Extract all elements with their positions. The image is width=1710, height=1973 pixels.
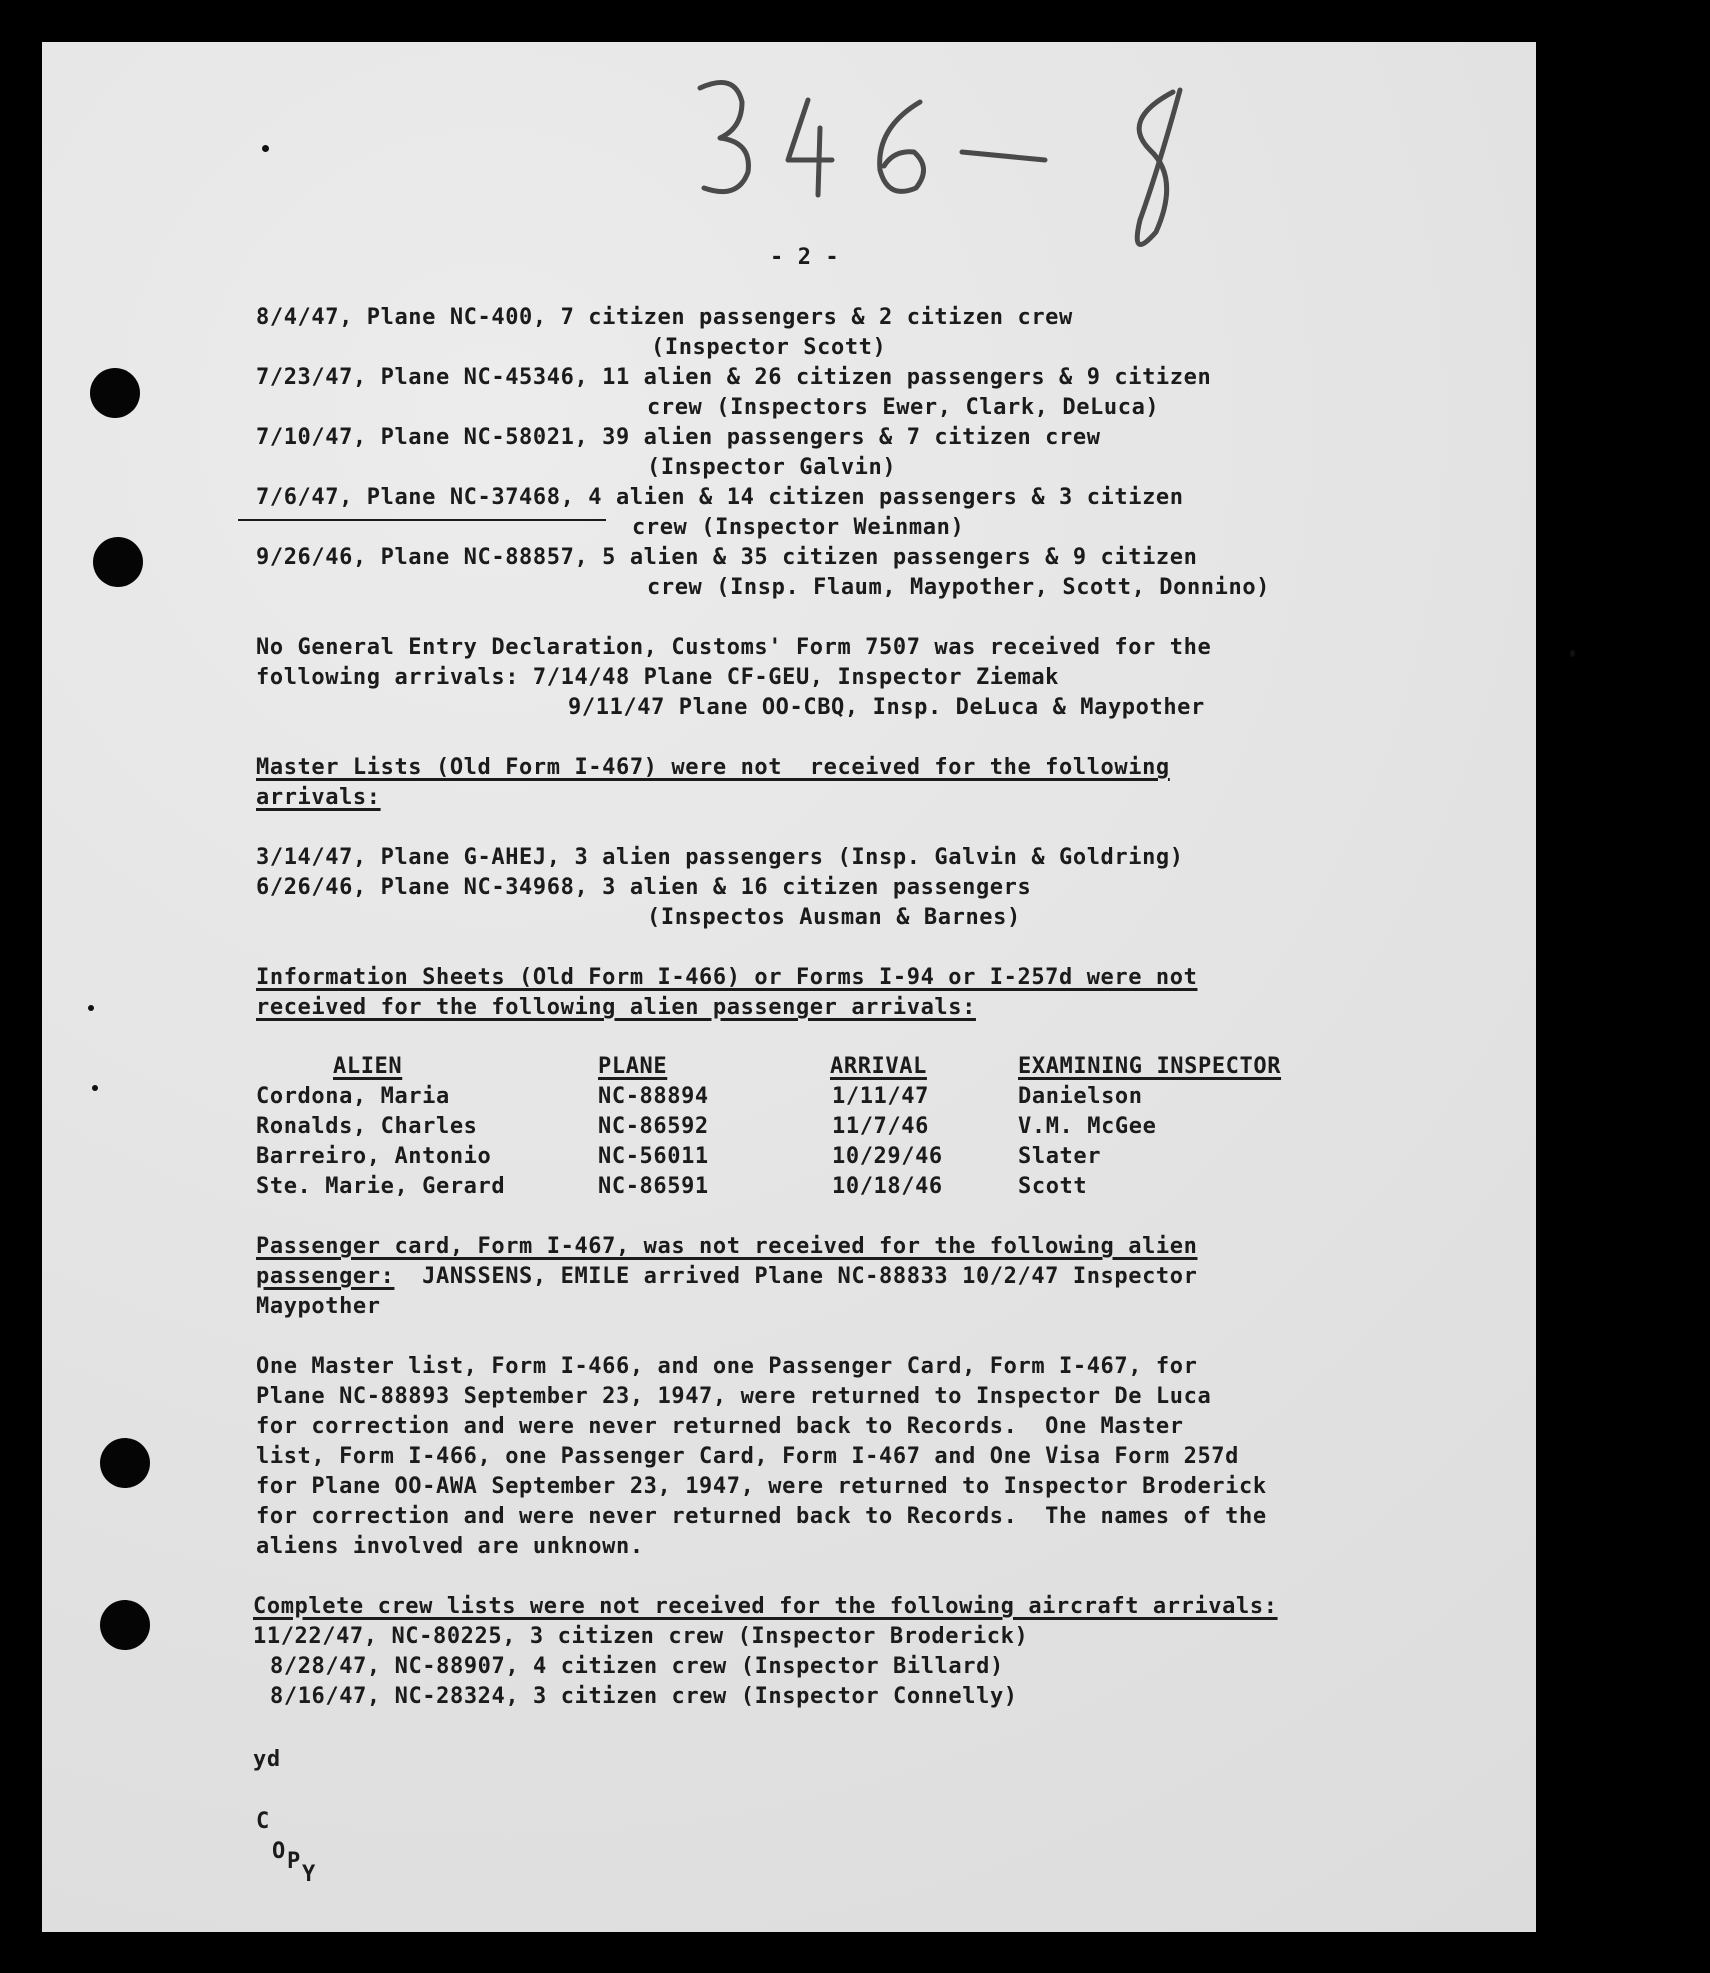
table-cell-plane: NC-86592 [598, 1114, 709, 1139]
table-cell-plane: NC-86591 [598, 1174, 709, 1199]
master-lists-line: 3/14/47, Plane G-AHEJ, 3 alien passengers (Insp. Galvin & Goldring) [256, 845, 1184, 870]
table-cell-arrival: 1/11/47 [832, 1084, 929, 1109]
table-cell-alien: Ronalds, Charles [256, 1114, 478, 1139]
master-lists-line: 6/26/46, Plane NC-34968, 3 alien & 16 citizen passengers [256, 875, 1032, 900]
table-cell-inspector: Slater [1018, 1144, 1102, 1169]
returned-paragraph-line: aliens involved are unknown. [256, 1534, 644, 1559]
table-cell-arrival: 10/18/46 [832, 1174, 943, 1199]
table-cell-alien: Barreiro, Antonio [256, 1144, 492, 1169]
arrival-line: crew (Inspectors Ewer, Clark, DeLuca) [647, 395, 1160, 420]
table-cell-inspector: Danielson [1018, 1084, 1143, 1109]
table-cell-inspector: V.M. McGee [1018, 1114, 1157, 1139]
crew-list-line: 8/16/47, NC-28324, 3 citizen crew (Inspector Connelly) [270, 1684, 1018, 1709]
passenger-card-line [256, 1262, 1197, 1292]
punch-hole-4 [100, 1600, 150, 1650]
returned-paragraph-line: for correction and were never returned back to Records. The names of the [256, 1504, 1267, 1529]
arrival-line: crew (Inspector Weinman) [632, 515, 965, 540]
returned-paragraph-line: list, Form I-466, one Passenger Card, Form I-467 and One Visa Form 257d [256, 1444, 1240, 1469]
info-sheets-heading: received for the following alien passenger arrivals: [256, 995, 976, 1020]
arrival-line: (Inspector Scott) [651, 335, 887, 360]
table-cell-alien: Ste. Marie, Gerard [256, 1174, 506, 1199]
speck [1570, 650, 1575, 657]
returned-paragraph-line: One Master list, Form I-466, and one Passenger Card, Form I-467, for [256, 1354, 1198, 1379]
passenger-card-line: Maypother [256, 1294, 381, 1319]
typist-initials: yd [253, 1747, 281, 1772]
copy-mark-o: O [272, 1839, 286, 1864]
passenger-card-detail: JANSSENS, EMILE arrived Plane NC-88833 10/2/47 Inspector [394, 1264, 1198, 1289]
table-cell-arrival: 11/7/46 [832, 1114, 929, 1139]
arrival-line: 7/10/47, Plane NC-58021, 39 alien passengers & 7 citizen crew [256, 425, 1101, 450]
arrival-line: 7/23/47, Plane NC-45346, 11 alien & 26 citizen passengers & 9 citizen [256, 365, 1212, 390]
table-header-alien: ALIEN [333, 1054, 403, 1079]
crew-list-line: 8/28/47, NC-88907, 4 citizen crew (Inspector Billard) [270, 1654, 1004, 1679]
passenger-card-heading: Passenger card, Form I-467, was not received for the following alien [256, 1234, 1198, 1259]
declaration-line: following arrivals: 7/14/48 Plane CF-GEU, Inspector Ziemak [256, 665, 1060, 690]
table-header-plane: PLANE [598, 1054, 668, 1079]
speck [262, 145, 269, 152]
table-cell-arrival: 10/29/46 [832, 1144, 943, 1169]
master-lists-heading: Master Lists (Old Form I-467) were not received for the following [256, 755, 1170, 780]
returned-paragraph-line: Plane NC-88893 September 23, 1947, were returned to Inspector De Luca [256, 1384, 1212, 1409]
copy-mark-c: C [256, 1809, 270, 1834]
declaration-line: 9/11/47 Plane OO-CBQ, Insp. DeLuca & Maypother [568, 695, 1205, 720]
speck [88, 1005, 94, 1011]
table-cell-inspector: Scott [1018, 1174, 1088, 1199]
copy-mark-y: Y [302, 1862, 316, 1887]
handwritten-file-number [680, 50, 1240, 270]
info-sheets-heading: Information Sheets (Old Form I-466) or Forms I-94 or I-257d were not [256, 965, 1198, 990]
arrival-line: 8/4/47, Plane NC-400, 7 citizen passengers & 2 citizen crew [256, 305, 1073, 330]
arrival-line: 7/6/47, Plane NC-37468, 4 alien & 14 citizen passengers & 3 citizen [256, 485, 1184, 510]
arrival-line: 9/26/46, Plane NC-88857, 5 alien & 35 citizen passengers & 9 citizen [256, 545, 1198, 570]
returned-paragraph-line: for Plane OO-AWA September 23, 1947, were returned to Inspector Broderick [256, 1474, 1267, 1499]
punch-hole-1 [90, 368, 140, 418]
punch-hole-3 [100, 1438, 150, 1488]
table-header-arrival: ARRIVAL [830, 1054, 927, 1079]
table-cell-alien: Cordona, Maria [256, 1084, 450, 1109]
copy-mark-p: P [287, 1849, 301, 1874]
table-cell-plane: NC-56011 [598, 1144, 709, 1169]
punch-hole-2 [93, 537, 143, 587]
speck [92, 1085, 98, 1091]
hand-underline [238, 519, 606, 521]
arrival-line: (Inspector Galvin) [647, 455, 897, 480]
declaration-line: No General Entry Declaration, Customs' Form 7507 was received for the [256, 635, 1212, 660]
table-cell-plane: NC-88894 [598, 1084, 709, 1109]
returned-paragraph-line: for correction and were never returned back to Records. One Master [256, 1414, 1184, 1439]
arrival-line: crew (Insp. Flaum, Maypother, Scott, Donnino) [647, 575, 1271, 600]
crew-list-line: 11/22/47, NC-80225, 3 citizen crew (Inspector Broderick) [253, 1624, 1029, 1649]
crew-lists-heading: Complete crew lists were not received for the following aircraft arrivals: [253, 1594, 1278, 1619]
table-header-inspector: EXAMINING INSPECTOR [1018, 1054, 1282, 1079]
master-lists-line: (Inspectos Ausman & Barnes) [647, 905, 1021, 930]
passenger-card-heading-end: passenger: [256, 1264, 395, 1289]
master-lists-heading: arrivals: [256, 785, 381, 810]
page-number: - 2 - [770, 245, 840, 270]
